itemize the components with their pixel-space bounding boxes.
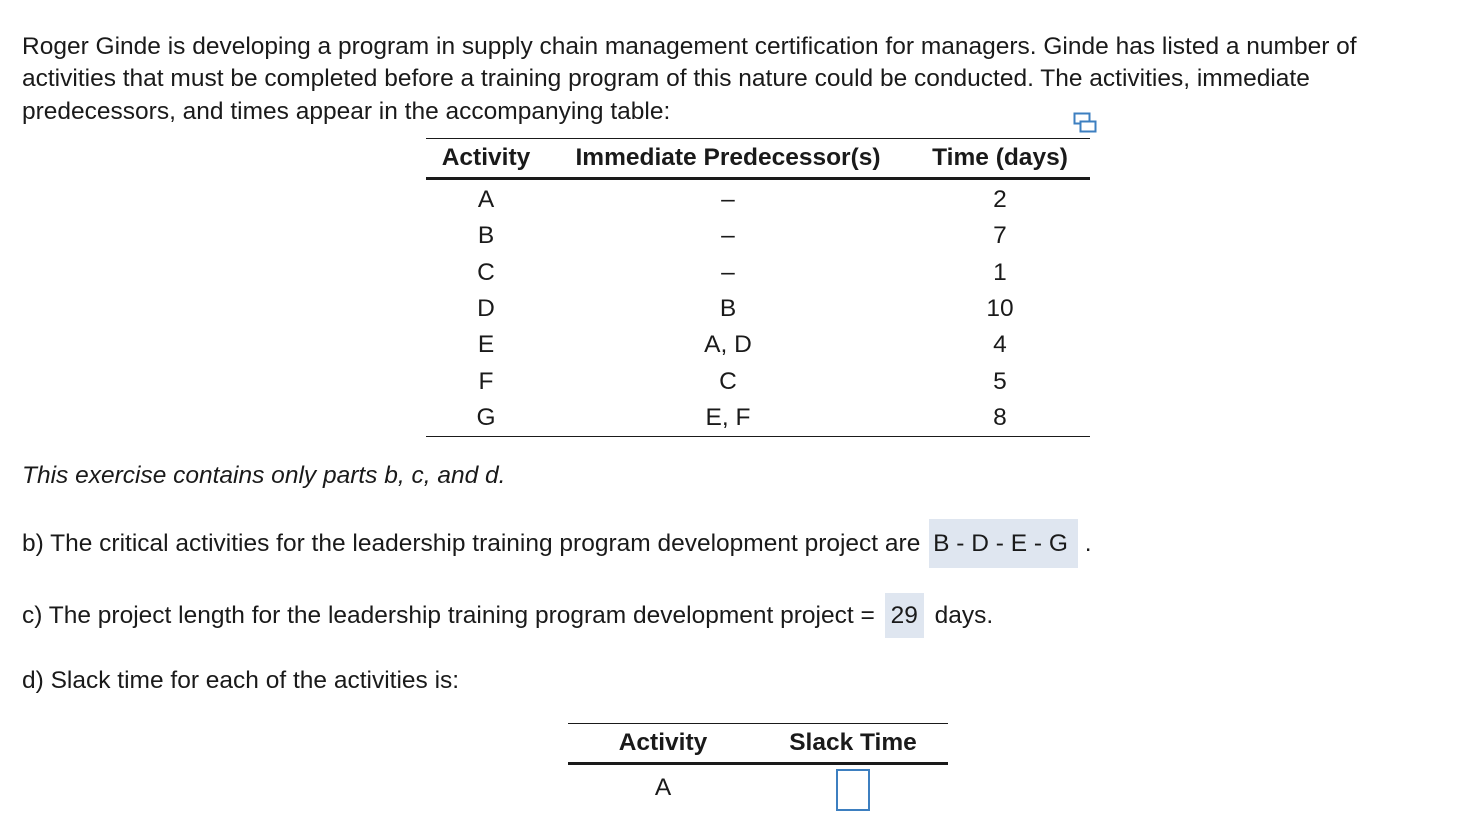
cell-predecessors: A, D — [704, 331, 752, 359]
exercise-note: This exercise contains only parts b, c, and d. — [22, 462, 506, 489]
table-row — [426, 218, 1090, 254]
cell-activity: G — [476, 403, 496, 431]
header-predecessors: Immediate Predecessor(s) — [546, 139, 910, 179]
table-row — [426, 291, 1090, 327]
critical-path-answer[interactable]: B - D - E - G — [929, 519, 1078, 568]
project-length-answer[interactable]: 29 — [885, 593, 924, 638]
cell-predecessors: – — [721, 222, 735, 250]
table-row — [426, 400, 1090, 437]
cell-time: 2 — [993, 186, 1007, 214]
cell-activity: E — [477, 331, 495, 359]
cell-time: 8 — [993, 403, 1007, 431]
cell-predecessors: – — [721, 258, 735, 286]
activities-header-row — [426, 139, 1090, 179]
slack-header-row — [568, 724, 948, 764]
slack-header-slack-time: Slack Time — [758, 724, 948, 764]
table-row — [426, 255, 1090, 291]
part-b-prefix: b) The critical activities for the leadership training program development project are — [22, 530, 921, 557]
activities-table — [426, 138, 1090, 437]
cell-activity: F — [478, 367, 494, 395]
cell-predecessors: C — [719, 367, 737, 395]
part-b-suffix: . — [1084, 530, 1092, 557]
intro-text: Roger Ginde is developing a program in supply chain management certification for managers. Ginde has listed a number of activities that must be completed before a training program of this nature could be conducted. The activities, immediate predecessors, and times appear in the accompanying table: — [22, 32, 1357, 125]
cell-time: 10 — [986, 295, 1014, 323]
header-time: Time (days) — [910, 139, 1090, 179]
header-activity: Activity — [426, 139, 546, 179]
part-c-question — [22, 593, 993, 638]
cell-activity: C — [477, 258, 495, 286]
cell-time: 7 — [993, 222, 1007, 250]
cell-time: 5 — [993, 367, 1007, 395]
slack-table — [568, 723, 948, 811]
cell-predecessors: E, F — [705, 403, 751, 431]
part-d-question: d) Slack time for each of the activities is: — [22, 667, 460, 694]
table-row — [426, 363, 1090, 399]
cell-predecessors: B — [719, 295, 737, 323]
part-b-question — [22, 519, 1092, 568]
cell-activity: A — [477, 186, 495, 214]
cell-activity: B — [477, 222, 495, 250]
table-row — [426, 179, 1090, 219]
cell-predecessors: – — [721, 186, 735, 214]
cell-time: 4 — [993, 331, 1007, 359]
cell-activity: D — [477, 295, 495, 323]
table-row — [568, 764, 948, 812]
table-row — [426, 327, 1090, 363]
slack-cell-input — [758, 764, 948, 812]
slack-cell-activity: A — [654, 774, 672, 801]
copy-icon[interactable] — [1073, 112, 1099, 134]
part-c-prefix: c) The project length for the leadership training program development project = — [22, 602, 875, 629]
slack-header-activity: Activity — [568, 724, 758, 764]
slack-time-input-a[interactable] — [836, 769, 870, 811]
cell-time: 1 — [993, 258, 1007, 286]
part-c-suffix: days. — [934, 602, 994, 629]
